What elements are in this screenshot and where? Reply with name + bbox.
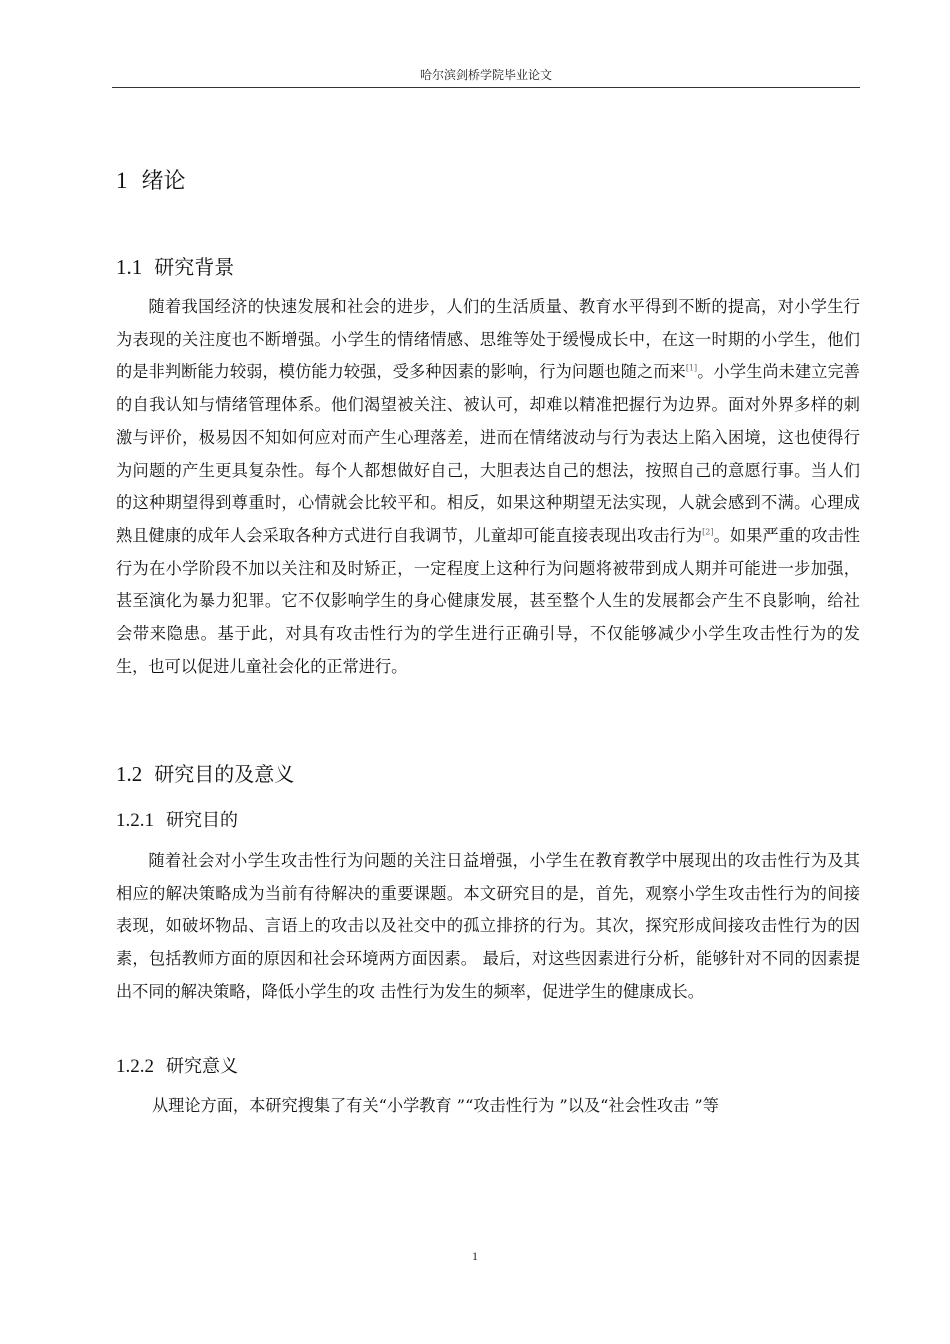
paragraph-text: 随着我国经济的快速发展和社会的进步，人们的生活质量、教育水平得到不断的提高，对小学生行为表现的关注度也不断增强。小学生的情绪情感、思维等处于缓慢成长中，在这一时期的小学生，他们的是非判断能力较弱，模仿能力较强，受多种因素的影响，行为问题也随之而来 (116, 297, 860, 382)
paragraph-text: 。小学生尚未建立完善的自我认知与情绪管理体系。他们渴望被关注、被认可，却难以精准把握行为边界。面对外界多样的刺激与评价，极易因不知如何应对而产生心理落差，进而在情绪波动与行为表达上陷入困境，这也使得行为问题的产生更具复杂性。每个人都想做好自己，大胆表达自己的想法，按照自己的意愿行事。当人们的这种期望得到尊重时，心情就会比较平和。相反，如果这种期望无法实现，人就会感到不满。心理成熟且健康的成年人会采取各种方式进行自我调节，儿童却可能直接表现出攻击行为 (116, 362, 860, 545)
subsection-number: 1.2.1 (116, 810, 154, 831)
paragraph-purpose: 随着社会对小学生攻击性行为问题的关注日益增强，小学生在教育教学中展现出的攻击性行为及其相应的解决策略成为当前有待解决的重要课题。本文研究目的是，首先，观察小学生攻击性行为的间接表现，如破坏物品、言语上的攻击以及社交中的孤立排挤的行为。其次，探究形成间接攻击性行为的因素，包括教师方面的原因和社会环境两方面因素。 最后，对这些因素进行分析，能够针对不同的因素提出不同的解决策略，降低小学生的攻 击性行为发生的频率，促进学生的健康成长。 (116, 851, 860, 1001)
chapter-number: 1 (116, 168, 128, 193)
citation-ref: [1] (685, 364, 698, 374)
section-number: 1.1 (116, 255, 143, 279)
header-rule (112, 87, 860, 88)
section-title: 研究背景 (154, 255, 235, 279)
paragraph-text: 。如果严重的攻击性行为在小学阶段不加以关注和及时矫正，一定程度上这种行为问题将被带到成人期并可能进一步加强，甚至演化为暴力犯罪。它不仅影响学生的身心健康发展，甚至整个人生的发展都会产生不良影响，给社会带来隐患。基于此，对具有攻击性行为的学生进行正确引导，不仅能够减少小学生攻击性行为的发生，也可以促进儿童社会化的正常进行。 (116, 525, 860, 676)
subsection-number: 1.2.2 (116, 1056, 154, 1077)
page-number: 1 (472, 1249, 478, 1263)
section-number: 1.2 (116, 762, 143, 786)
section-heading-1-2 (116, 758, 294, 787)
subsection-title: 研究目的 (166, 810, 238, 831)
section-title: 研究目的及意义 (154, 762, 295, 786)
subsection-title: 研究意义 (166, 1056, 238, 1077)
chapter-title: 绪论 (141, 169, 186, 194)
section-heading-1-1 (116, 251, 234, 280)
subsection-heading-1-2-1 (116, 806, 238, 832)
citation-ref: [2] (702, 527, 714, 537)
paragraph-significance: 从理论方面，本研究搜集了有关“小学教育 ”“攻击性行为 ”以及“社会性攻击 ”等 (152, 1096, 719, 1115)
paragraph-background (116, 291, 860, 683)
running-header: 哈尔滨剑桥学院毕业论文 (419, 68, 552, 82)
subsection-heading-1-2-2 (116, 1052, 238, 1078)
chapter-heading (116, 164, 186, 195)
